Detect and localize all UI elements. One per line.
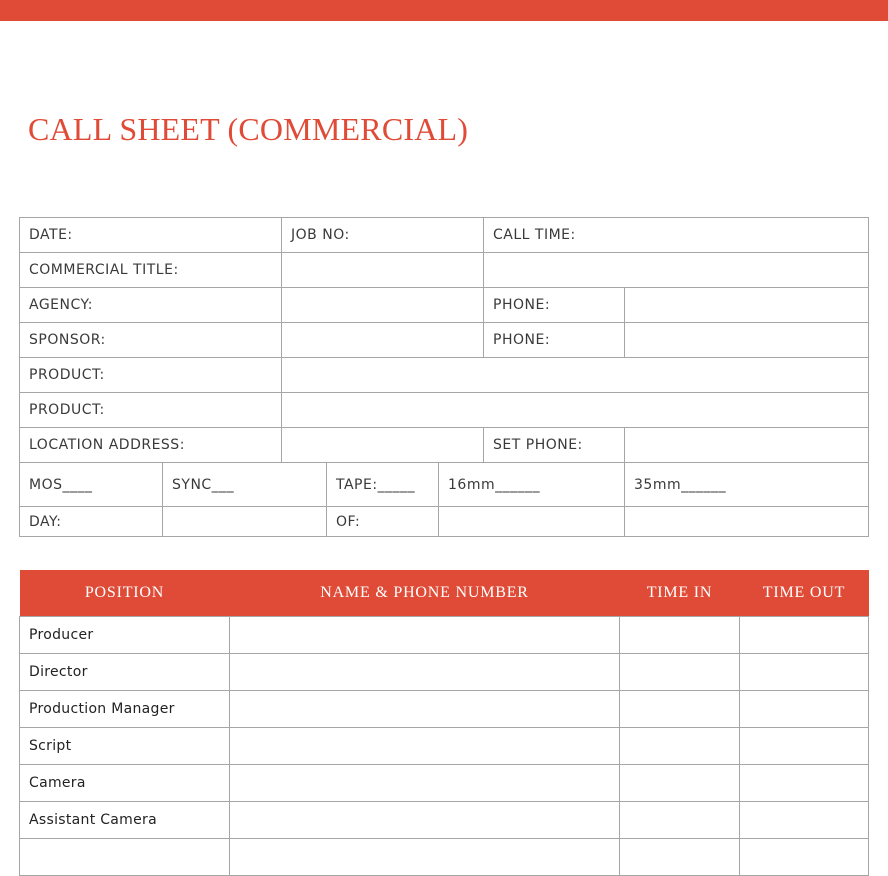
info-row-format <box>20 463 869 507</box>
name-phone-header: NAME & PHONE NUMBER <box>230 570 620 617</box>
position-header: POSITION <box>20 570 230 617</box>
time-in-cell[interactable] <box>620 654 740 691</box>
time-out-cell[interactable] <box>740 839 869 876</box>
of-value[interactable] <box>439 507 625 537</box>
sponsor-phone-value[interactable] <box>625 323 869 358</box>
sponsor-label: SPONSOR: <box>20 323 282 358</box>
name-phone-cell[interactable] <box>230 802 620 839</box>
film-35mm-field[interactable]: 35mm______ <box>625 463 869 507</box>
day-label: DAY: <box>20 507 163 537</box>
day-extra[interactable] <box>625 507 869 537</box>
time-in-cell[interactable] <box>620 728 740 765</box>
position-cell: Producer <box>20 617 230 654</box>
table-row <box>20 765 869 802</box>
position-cell: Camera <box>20 765 230 802</box>
top-accent-bar <box>0 0 888 21</box>
sync-field[interactable]: SYNC___ <box>163 463 327 507</box>
name-phone-cell[interactable] <box>230 765 620 802</box>
film-16mm-field[interactable]: 16mm______ <box>439 463 625 507</box>
date-field[interactable]: DATE: <box>20 218 282 253</box>
table-row <box>20 839 869 876</box>
position-cell: Director <box>20 654 230 691</box>
time-in-cell[interactable] <box>620 691 740 728</box>
name-phone-cell[interactable] <box>230 839 620 876</box>
position-cell: Assistant Camera <box>20 802 230 839</box>
time-in-cell[interactable] <box>620 802 740 839</box>
name-phone-cell[interactable] <box>230 617 620 654</box>
crew-table <box>19 570 869 876</box>
mos-field[interactable]: MOS____ <box>20 463 163 507</box>
name-phone-cell[interactable] <box>230 654 620 691</box>
table-row <box>20 691 869 728</box>
table-row <box>20 728 869 765</box>
product-value-1[interactable] <box>282 358 869 393</box>
name-phone-cell[interactable] <box>230 691 620 728</box>
time-out-cell[interactable] <box>740 728 869 765</box>
time-out-cell[interactable] <box>740 617 869 654</box>
set-phone-label: SET PHONE: <box>484 428 625 463</box>
product-value-2[interactable] <box>282 393 869 428</box>
crew-header-row <box>20 570 869 617</box>
position-cell <box>20 839 230 876</box>
call-time-field[interactable]: CALL TIME: <box>484 218 869 253</box>
info-row-product-1 <box>20 358 869 393</box>
position-cell: Production Manager <box>20 691 230 728</box>
info-row-product-2 <box>20 393 869 428</box>
time-out-header: TIME OUT <box>740 570 869 617</box>
table-row <box>20 617 869 654</box>
table-row <box>20 654 869 691</box>
info-row-day <box>20 507 869 537</box>
time-out-cell[interactable] <box>740 654 869 691</box>
agency-label: AGENCY: <box>20 288 282 323</box>
position-cell: Script <box>20 728 230 765</box>
sponsor-value[interactable] <box>282 323 484 358</box>
job-no-field[interactable]: JOB NO: <box>282 218 484 253</box>
time-out-cell[interactable] <box>740 765 869 802</box>
product-label-2: PRODUCT: <box>20 393 282 428</box>
of-label: OF: <box>327 507 439 537</box>
agency-phone-label: PHONE: <box>484 288 625 323</box>
agency-phone-value[interactable] <box>625 288 869 323</box>
info-row-agency <box>20 288 869 323</box>
time-out-cell[interactable] <box>740 802 869 839</box>
set-phone-value[interactable] <box>625 428 869 463</box>
commercial-title-value[interactable] <box>282 253 484 288</box>
info-row-sponsor <box>20 323 869 358</box>
commercial-title-label: COMMERCIAL TITLE: <box>20 253 282 288</box>
tape-field[interactable]: TAPE:_____ <box>327 463 439 507</box>
name-phone-cell[interactable] <box>230 728 620 765</box>
time-in-cell[interactable] <box>620 839 740 876</box>
info-row-location <box>20 428 869 463</box>
location-address-value[interactable] <box>282 428 484 463</box>
time-in-cell[interactable] <box>620 617 740 654</box>
time-in-header: TIME IN <box>620 570 740 617</box>
info-row-commercial-title <box>20 253 869 288</box>
table-row <box>20 802 869 839</box>
day-value[interactable] <box>163 507 327 537</box>
time-out-cell[interactable] <box>740 691 869 728</box>
page-title: CALL SHEET (COMMERCIAL) <box>28 111 469 147</box>
agency-value[interactable] <box>282 288 484 323</box>
sponsor-phone-label: PHONE: <box>484 323 625 358</box>
info-row-date <box>20 218 869 253</box>
call-sheet-info-table <box>19 217 869 537</box>
product-label-1: PRODUCT: <box>20 358 282 393</box>
location-address-label: LOCATION ADDRESS: <box>20 428 282 463</box>
commercial-title-extra[interactable] <box>484 253 869 288</box>
time-in-cell[interactable] <box>620 765 740 802</box>
